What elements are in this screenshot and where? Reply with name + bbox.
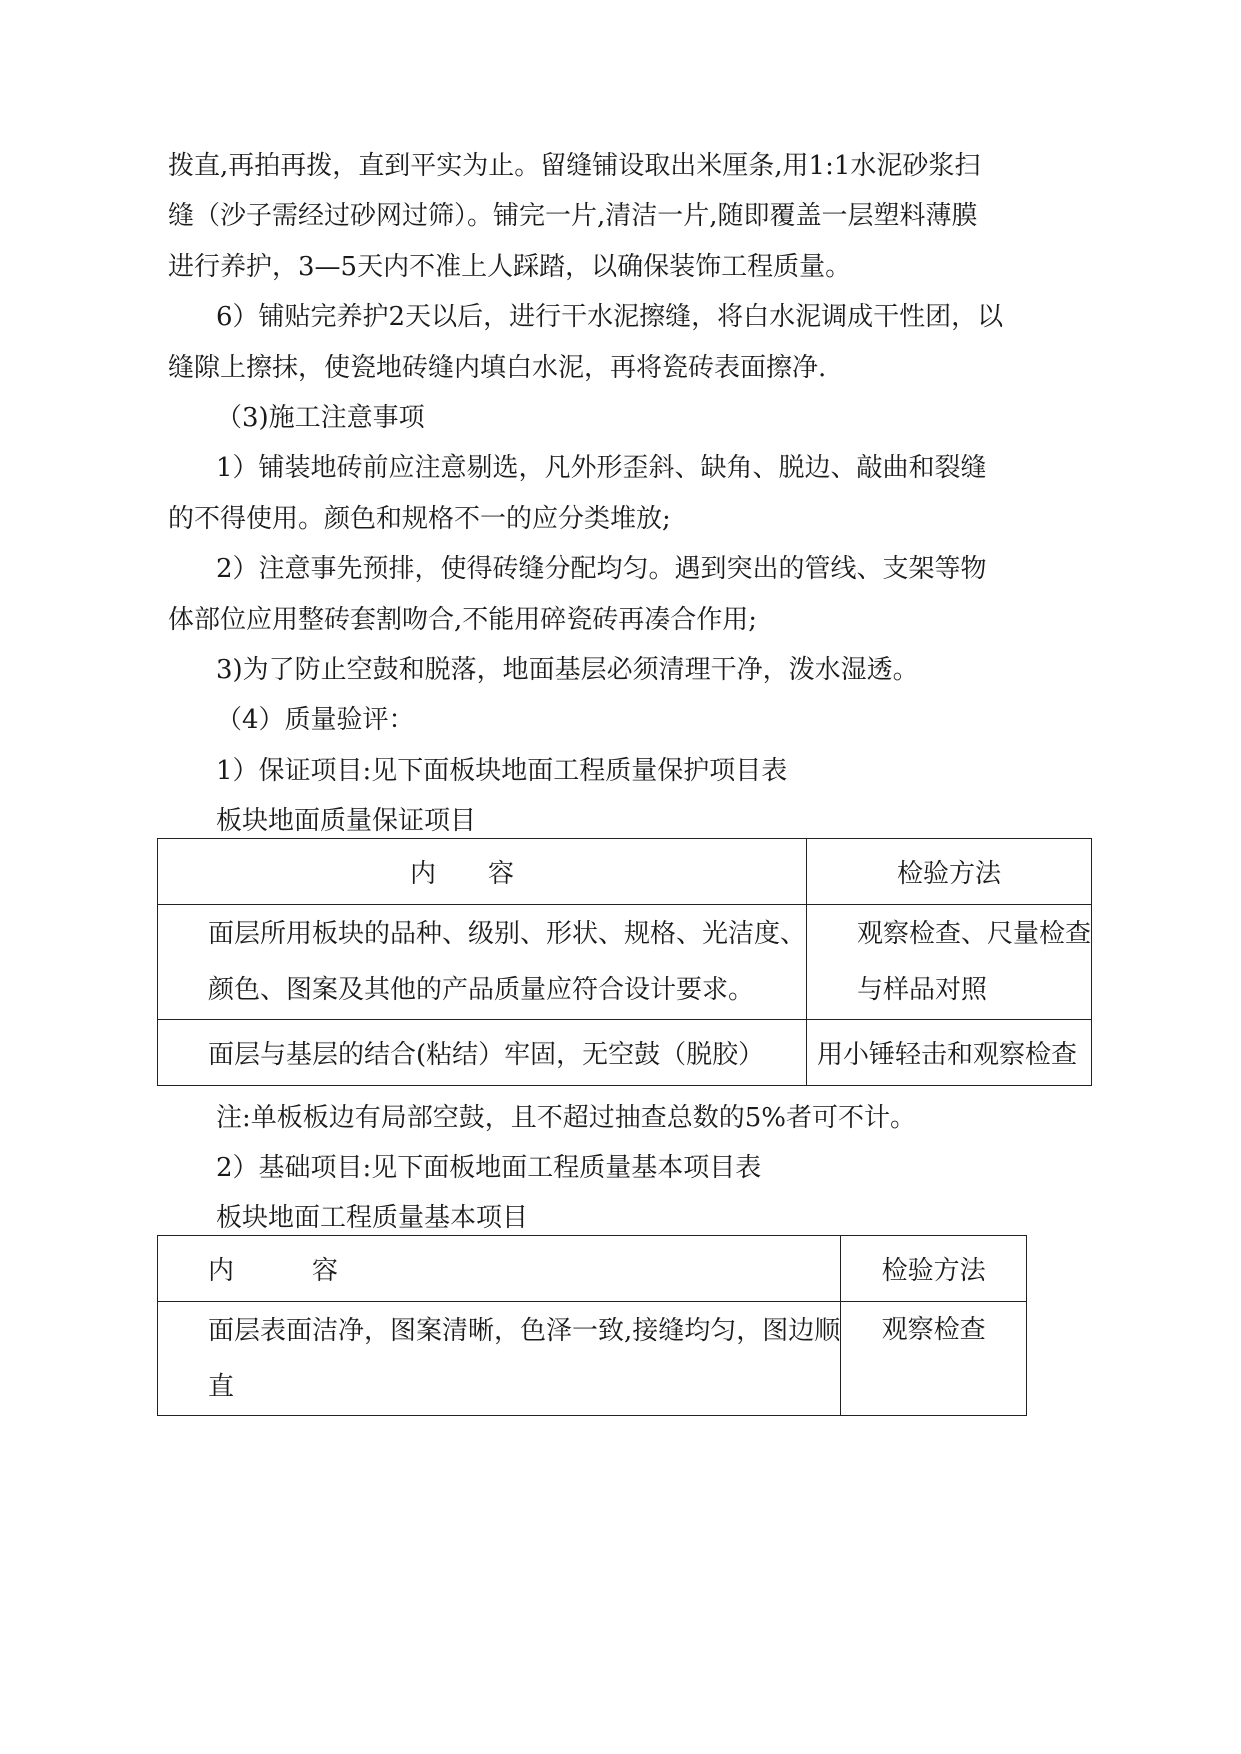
table-caption: 板块地面工程质量基本项目 bbox=[216, 1203, 529, 1233]
header-cell-method: 检验方法 bbox=[841, 1236, 1027, 1302]
table-note: 注:单板板边有局部空鼓，且不超过抽查总数的5%者可不计。 bbox=[216, 1103, 917, 1133]
cell-line: 观察检查 bbox=[881, 1315, 986, 1345]
table-row bbox=[158, 905, 1092, 1020]
paragraph-line: 缝隙上擦抹，使瓷地砖缝内填白水泥，再将瓷砖表面擦净. bbox=[168, 353, 827, 383]
paragraph-line: 1）保证项目:见下面板块地面工程质量保护项目表 bbox=[216, 756, 788, 786]
table-cell bbox=[158, 1302, 841, 1416]
paragraph-line: 2）注意事先预排，使得砖缝分配均匀。遇到突出的管线、支架等物 bbox=[216, 554, 987, 584]
cell-line: 直 bbox=[208, 1371, 235, 1402]
paragraph-line: 6）铺贴完养护2天以后，进行干水泥擦缝，将白水泥调成干性团，以 bbox=[216, 302, 1004, 332]
paragraph-line: 进行养护，3—5天内不准上人踩踏，以确保装饰工程质量。 bbox=[168, 252, 852, 282]
paragraph-line: 的不得使用。颜色和规格不一的应分类堆放; bbox=[168, 504, 671, 534]
quality-basic-items-table bbox=[157, 1235, 1027, 1416]
table-header-row bbox=[158, 839, 1092, 905]
paragraph-line: 体部位应用整砖套割吻合,不能用碎瓷砖再凑合作用; bbox=[168, 605, 758, 635]
paragraph-line: 1）铺装地砖前应注意剔选，凡外形歪斜、缺角、脱边、敲曲和裂缝 bbox=[216, 453, 987, 483]
paragraph-line: 拨直,再拍再拨，直到平实为止。留缝铺设取出米厘条,用1:1水泥砂浆扫 bbox=[168, 151, 981, 181]
table-cell: 用小锤轻击和观察检查 bbox=[807, 1020, 1092, 1086]
header-cell-content: 内 容 bbox=[158, 839, 807, 905]
paragraph-line: 2）基础项目:见下面板地面工程质量基本项目表 bbox=[216, 1153, 762, 1183]
section-heading: （4）质量验评： bbox=[216, 705, 415, 735]
cell-line: 面层表面洁净，图案清晰，色泽一致,接缝均匀，图边顺 bbox=[208, 1315, 841, 1346]
table-cell bbox=[807, 905, 1092, 1020]
table-caption: 板块地面质量保证项目 bbox=[216, 806, 477, 836]
paragraph-line: 3)为了防止空鼓和脱落，地面基层必须清理干净，泼水湿透。 bbox=[216, 655, 919, 685]
cell-line: 面层所用板块的品种、级别、形状、规格、光洁度、 bbox=[208, 919, 807, 949]
table-cell bbox=[158, 905, 807, 1020]
table-row bbox=[158, 1302, 1027, 1416]
paragraph-line: 缝（沙子需经过砂网过筛）。铺完一片,清洁一片,随即覆盖一层塑料薄膜 bbox=[168, 201, 978, 231]
table-cell: 面层与基层的结合(粘结）牢固，无空鼓（脱胶） bbox=[158, 1020, 807, 1086]
quality-guarantee-table bbox=[157, 838, 1092, 1086]
table-row bbox=[158, 1020, 1092, 1086]
section-heading: （3)施工注意事项 bbox=[216, 403, 425, 433]
header-cell-method: 检验方法 bbox=[807, 839, 1092, 905]
cell-line: 颜色、图案及其他的产品质量应符合设计要求。 bbox=[208, 975, 755, 1005]
cell-line: 与样品对照 bbox=[857, 975, 988, 1005]
cell-line: 观察检查、尺量检查 bbox=[857, 919, 1092, 949]
table-cell bbox=[841, 1302, 1027, 1416]
header-cell-content: 内 容 bbox=[158, 1236, 841, 1302]
table-header-row bbox=[158, 1236, 1027, 1302]
